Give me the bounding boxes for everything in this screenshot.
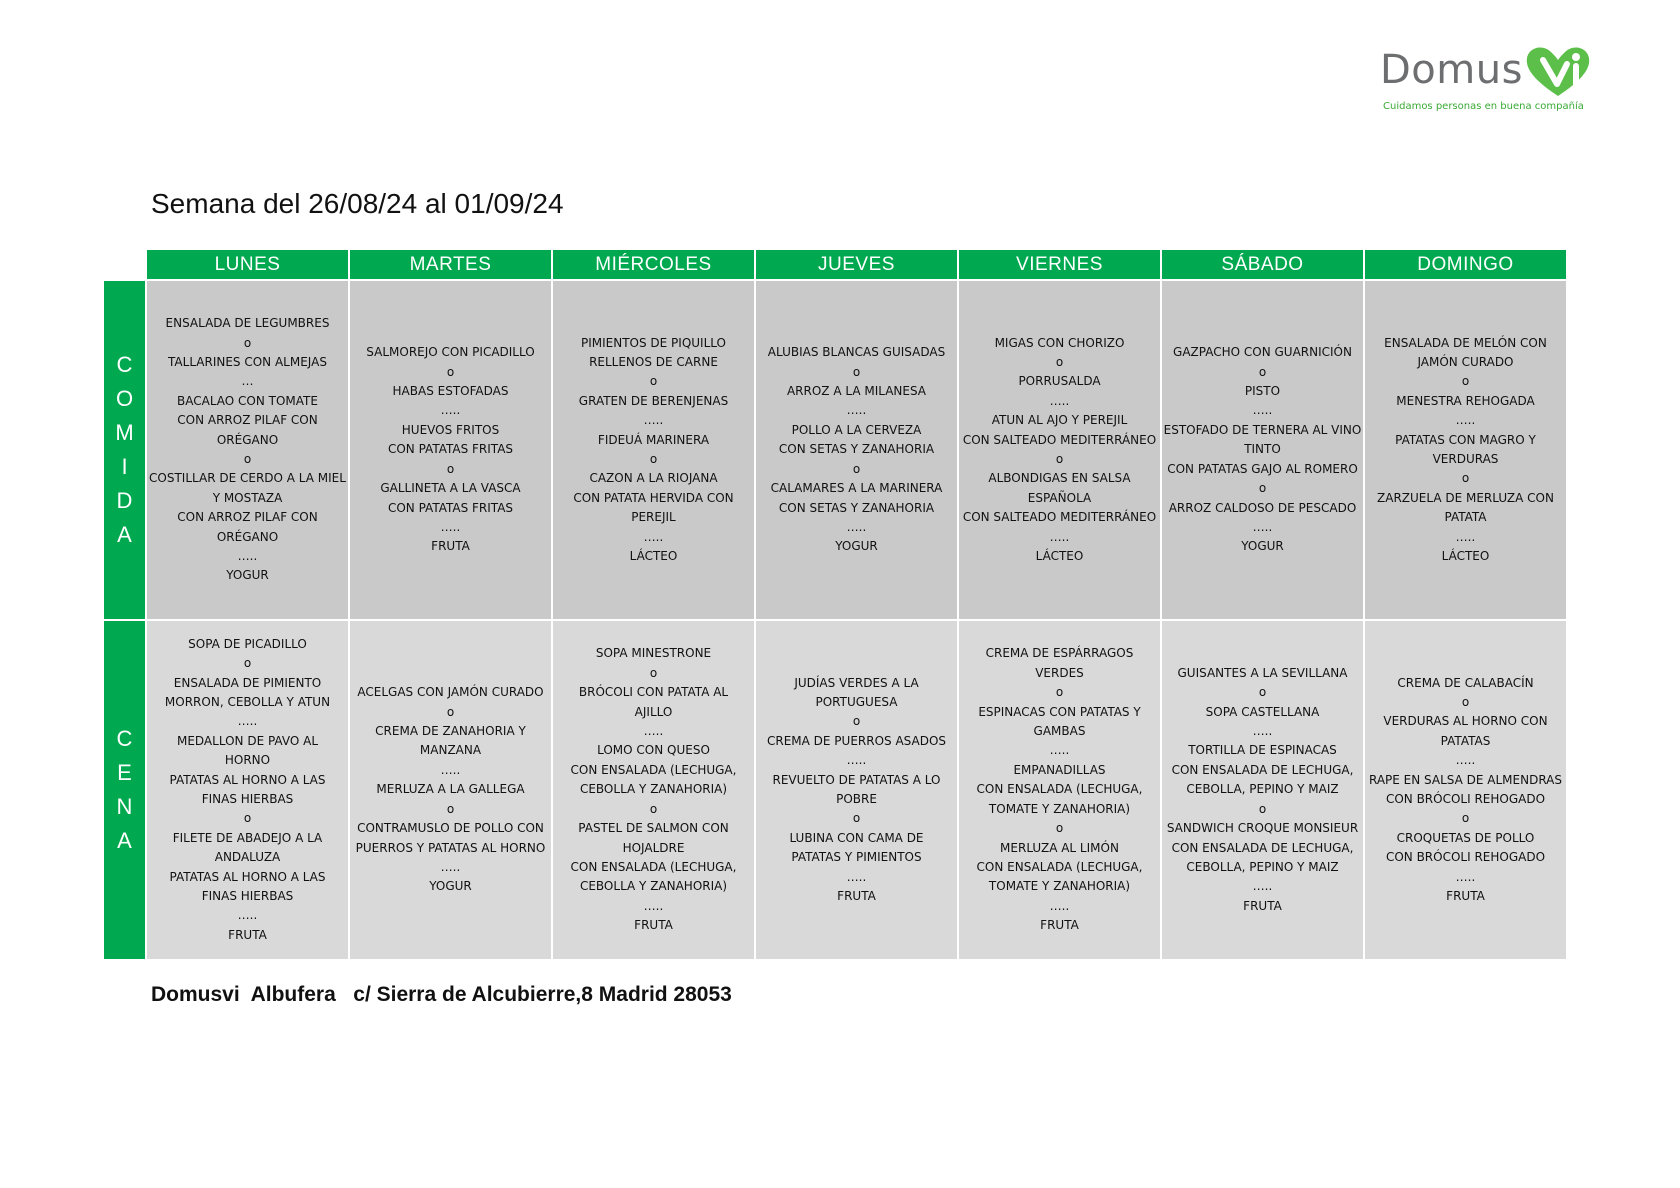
menu-line: o (852, 811, 861, 826)
menu-line: ….. (643, 724, 664, 739)
dinner-side-label (104, 621, 145, 959)
menu-line: ….. (846, 869, 867, 884)
menu-line: CEBOLLA Y ZANAHORIA) (579, 782, 728, 797)
menu-line: ARROZ A LA MILANESA (786, 384, 927, 399)
menu-line: TOMATE Y ZANAHORIA) (988, 801, 1131, 816)
menu-line: ESTOFADO DE TERNERA AL VINO (1163, 422, 1362, 437)
menu-line: FRUTA (228, 927, 267, 942)
menu-line: ….. (1049, 529, 1070, 544)
menu-line: CREMA DE CALABACÍN (1397, 675, 1534, 690)
menu-line: PIMIENTOS DE PIQUILLO (580, 335, 726, 350)
menu-line: PASTEL DE SALMON CON (578, 821, 729, 836)
menu-line: ALUBIAS BLANCAS GUISADAS (767, 345, 946, 360)
menu-line: o (446, 364, 455, 379)
menu-line: CON PATATA HERVIDA CON (573, 490, 734, 505)
menu-line: ….. (1049, 393, 1070, 408)
menu-line: PEREJIL (631, 510, 676, 525)
day-header-0: LUNES (147, 250, 348, 279)
side-letter: O (115, 386, 134, 411)
menu-line: HORNO (224, 753, 271, 768)
menu-line: o (1461, 694, 1470, 709)
menu-line: ….. (440, 762, 461, 777)
menu-line: ….. (1455, 413, 1476, 428)
heart-v-icon (1523, 44, 1593, 98)
menu-line: FIDEUÁ MARINERA (597, 432, 710, 447)
menu-line: FINAS HIERBAS (201, 889, 294, 904)
menu-line: EMPANADILLAS (1013, 762, 1106, 777)
menu-line: CEBOLLA, PEPINO Y MAIZ (1186, 782, 1339, 797)
day-header-3: JUEVES (756, 250, 957, 279)
menu-line: ENSALADA DE LEGUMBRES (165, 316, 330, 331)
menu-line: LÁCTEO (1441, 549, 1490, 564)
menu-line: CREMA DE ESPÁRRAGOS (985, 646, 1134, 661)
menu-line: o (852, 714, 861, 729)
menu-line: MENESTRA REHOGADA (1396, 393, 1535, 408)
side-letter: A (117, 828, 132, 853)
menu-line: o (852, 364, 861, 379)
menu-line: MEDALLON DE PAVO AL (176, 733, 319, 748)
menu-line: SALMOREJO CON PICADILLO (366, 345, 535, 360)
menu-line: o (1461, 374, 1470, 389)
menu-line: YOGUR (226, 568, 269, 583)
menu-line: o (243, 656, 252, 671)
lunch-cell-domingo (1365, 281, 1566, 619)
menu-line: ….. (643, 529, 664, 544)
lunch-cell-martes (350, 281, 551, 619)
dinner-cell-sábado (1162, 621, 1363, 959)
menu-line: o (446, 704, 455, 719)
menu-line: CON PATATAS FRITAS (387, 500, 514, 515)
menu-line: o (852, 461, 861, 476)
menu-line: ESPAÑOLA (1027, 490, 1092, 505)
menu-line: ….. (237, 714, 258, 729)
menu-line: ….. (643, 413, 664, 428)
menu-line: FRUTA (1446, 889, 1485, 904)
menu-line: TALLARINES CON ALMEJAS (168, 354, 327, 369)
menu-line: GRATEN DE BERENJENAS (578, 393, 729, 408)
menu-line: MORRON, CEBOLLA Y ATUN (164, 694, 331, 709)
menu-line: AJILLO (634, 704, 673, 719)
menu-line: LOMO CON QUESO (597, 743, 710, 758)
menu-line: ANDALUZA (214, 850, 281, 865)
menu-line: SOPA CASTELLANA (1205, 704, 1320, 719)
menu-line: CONTRAMUSLO DE POLLO CON (357, 821, 544, 836)
menu-line: HABAS ESTOFADAS (392, 384, 509, 399)
menu-line: SOPA DE PICADILLO (188, 636, 307, 651)
menu-line: ATUN AL AJO Y PEREJIL (991, 413, 1128, 428)
side-letter: I (121, 454, 128, 479)
menu-line: TOMATE Y ZANAHORIA) (988, 879, 1131, 894)
menu-line: o (1055, 354, 1064, 369)
menu-line: ….. (1049, 898, 1070, 913)
menu-line: LÁCTEO (1035, 549, 1084, 564)
menu-line: ….. (440, 519, 461, 534)
menu-line: CON ARROZ PILAF CON (177, 413, 318, 428)
menu-line: o (243, 335, 252, 350)
menu-line: ….. (1455, 869, 1476, 884)
menu-line: o (1055, 452, 1064, 466)
side-letter: M (115, 420, 134, 445)
menu-line: POBRE (836, 792, 877, 806)
menu-line: MIGAS CON CHORIZO (994, 335, 1125, 350)
menu-line: ALBONDIGAS EN SALSA (988, 471, 1131, 486)
side-letter: C (116, 726, 133, 751)
menu-line: o (446, 461, 455, 476)
week-title: Semana del 26/08/24 al 01/09/24 (151, 188, 564, 219)
menu-line: ENSALADA DE MELÓN CON (1384, 335, 1547, 350)
menu-line: PATATAS Y PIMIENTOS (791, 850, 922, 865)
menu-line: COSTILLAR DE CERDO A LA MIEL (149, 471, 346, 486)
menu-line: CALAMARES A LA MARINERA (770, 481, 943, 496)
menu-line: ….. (1252, 879, 1273, 894)
logo-brand-prefix: Domus (1380, 47, 1523, 93)
menu-line: CON PATATAS FRITAS (387, 442, 514, 457)
menu-line: o (1055, 821, 1064, 836)
menu-line: YOGUR (1241, 539, 1284, 554)
menu-line: MERLUZA A LA GALLEGA (376, 782, 525, 797)
dinner-cell-viernes (959, 621, 1160, 959)
menu-line: o (243, 811, 252, 826)
menu-line: ESPINACAS CON PATATAS Y (978, 704, 1141, 719)
menu-line: PATATAS AL HORNO A LAS (169, 869, 326, 884)
day-header-4: VIERNES (959, 250, 1160, 279)
dinner-cell-jueves (756, 621, 957, 959)
menu-line: CAZON A LA RIOJANA (589, 471, 718, 486)
menu-line: CEBOLLA, PEPINO Y MAIZ (1186, 859, 1339, 874)
menu-line: ACELGAS CON JAMÓN CURADO (357, 685, 544, 700)
menu-line: MANZANA (419, 743, 482, 758)
menu-line: ….. (846, 753, 867, 768)
menu-line: FRUTA (837, 889, 876, 904)
menu-line: YOGUR (429, 879, 472, 894)
menu-line: ….. (846, 403, 867, 418)
menu-line: PUERROS Y PATATAS AL HORNO (355, 840, 546, 855)
menu-line: LÁCTEO (629, 549, 678, 564)
menu-line: o (1258, 801, 1267, 816)
lunch-side-label (104, 281, 145, 619)
menu-line: Y MOSTAZA (212, 490, 283, 505)
menu-line: ….. (1455, 753, 1476, 768)
day-header-2: MIÉRCOLES (553, 250, 754, 279)
lunch-cell-jueves (756, 281, 957, 619)
logo-wordmark (1380, 46, 1523, 94)
menu-line: FRUTA (431, 539, 470, 554)
menu-line: ….. (237, 908, 258, 923)
day-header-6: DOMINGO (1365, 250, 1566, 279)
menu-line: CON ENSALADA (LECHUGA, (976, 859, 1143, 874)
menu-line: CON BRÓCOLI REHOGADO (1385, 850, 1546, 865)
menu-line: ZARZUELA DE MERLUZA CON (1377, 490, 1554, 505)
menu-line: VERDURAS (1432, 452, 1499, 466)
menu-line: o (649, 801, 658, 816)
dinner-cell-domingo (1365, 621, 1566, 959)
menu-line: BRÓCOLI CON PATATA AL (578, 685, 729, 700)
side-letter: A (117, 522, 132, 547)
menu-line: HOJALDRE (622, 840, 685, 855)
menu-line: o (446, 801, 455, 816)
menu-line: ….. (440, 403, 461, 418)
menu-line: JUDÍAS VERDES A LA (794, 675, 919, 690)
side-letter: C (116, 352, 133, 377)
menu-line: YOGUR (835, 539, 878, 554)
menu-line: CON ARROZ PILAF CON (177, 510, 318, 525)
menu-line: o (649, 452, 658, 466)
menu-line: o (649, 665, 658, 680)
menu-line: TINTO (1244, 442, 1281, 457)
menu-line: o (1258, 685, 1267, 700)
menu-line: RELLENOS DE CARNE (589, 354, 718, 369)
menu-line: GAZPACHO CON GUARNICIÓN (1173, 345, 1352, 360)
menu-line: CON SALTEADO MEDITERRÁNEO (962, 510, 1157, 525)
menu-line: o (1055, 685, 1064, 700)
side-letter: N (116, 794, 133, 819)
day-header-1: MARTES (350, 250, 551, 279)
menu-line: BACALAO CON TOMATE (177, 393, 318, 408)
menu-line: ….. (1049, 743, 1070, 758)
menu-line: TORTILLA DE ESPINACAS (1188, 743, 1337, 758)
dinner-cell-martes (350, 621, 551, 959)
menu-line: CON ENSALADA (LECHUGA, (570, 859, 737, 874)
menu-line: PATATAS AL HORNO A LAS (169, 772, 326, 787)
menu-line: POLLO A LA CERVEZA (791, 422, 922, 437)
menu-line: PORTUGUESA (815, 694, 898, 709)
menu-line: … (241, 374, 254, 389)
menu-line: o (1258, 481, 1267, 496)
menu-line: ….. (1455, 529, 1476, 544)
menu-line: CON SETAS Y ZANAHORIA (778, 500, 935, 515)
domusvi-logo (1380, 42, 1600, 114)
menu-line: REVUELTO DE PATATAS A LO (772, 772, 941, 787)
menu-line: FRUTA (1243, 898, 1282, 913)
side-letter: D (116, 488, 133, 513)
lunch-cell-sábado (1162, 281, 1363, 619)
menu-line: ENSALADA DE PIMIENTO (173, 675, 322, 690)
menu-line: ….. (1252, 403, 1273, 418)
menu-line: GAMBAS (1033, 724, 1086, 739)
lunch-cell-viernes (959, 281, 1160, 619)
menu-line: ….. (1252, 519, 1273, 534)
menu-line: FINAS HIERBAS (201, 792, 294, 806)
dinner-cell-lunes (147, 621, 348, 959)
menu-line: ….. (1252, 724, 1273, 739)
menu-line: SANDWICH CROQUE MONSIEUR (1166, 821, 1359, 836)
menu-line: FRUTA (634, 918, 673, 933)
menu-line: FILETE DE ABADEJO A LA (172, 830, 323, 845)
menu-line: CON ENSALADA DE LECHUGA, (1171, 762, 1354, 777)
menu-line: CON ENSALADA (LECHUGA, (570, 762, 737, 777)
menu-line: PATATAS CON MAGRO Y (1395, 432, 1536, 447)
menu-line: VERDURAS AL HORNO CON (1383, 714, 1548, 729)
menu-line: o (649, 374, 658, 389)
menu-line: SOPA MINESTRONE (595, 646, 712, 661)
menu-line: GALLINETA A LA VASCA (380, 481, 521, 496)
menu-line: RAPE EN SALSA DE ALMENDRAS (1368, 772, 1563, 787)
menu-line: PISTO (1244, 384, 1281, 399)
menu-line: JAMÓN CURADO (1417, 354, 1514, 369)
menu-line: ….. (237, 549, 258, 564)
menu-line: o (1258, 364, 1267, 379)
menu-line: CEBOLLA Y ZANAHORIA) (579, 879, 728, 894)
menu-line: ARROZ CALDOSO DE PESCADO (1168, 500, 1357, 515)
menu-line: PATATAS (1440, 733, 1491, 748)
menu-line: CON ENSALADA DE LECHUGA, (1171, 840, 1354, 855)
menu-line: CREMA DE ZANAHORIA Y (375, 724, 526, 739)
menu-line: ORÉGANO (216, 529, 279, 544)
menu-line: o (1461, 471, 1470, 486)
menu-line: CON BRÓCOLI REHOGADO (1385, 792, 1546, 806)
menu-line: o (1461, 811, 1470, 826)
menu-line: HUEVOS FRITOS (401, 422, 500, 437)
menu-line: LUBINA CON CAMA DE (789, 830, 924, 845)
day-header-5: SÁBADO (1162, 250, 1363, 279)
menu-line: ….. (643, 898, 664, 913)
menu-line: ….. (440, 859, 461, 874)
logo-tagline: Cuidamos personas en buena compañía (1383, 101, 1584, 112)
lunch-cell-miércoles (553, 281, 754, 619)
menu-line: ….. (846, 519, 867, 534)
menu-line: MERLUZA AL LIMÓN (1000, 840, 1119, 855)
menu-line: CON ENSALADA (LECHUGA, (976, 782, 1143, 797)
footer-address: Domusvi Albufera c/ Sierra de Alcubierre,8 Madrid 28053 (151, 983, 732, 1006)
side-letter: E (117, 760, 132, 785)
menu-line: PORRUSALDA (1018, 374, 1101, 389)
menu-line: CON SETAS Y ZANAHORIA (778, 442, 935, 457)
menu-line: FRUTA (1040, 918, 1079, 933)
menu-line: GUISANTES A LA SEVILLANA (1177, 665, 1348, 680)
menu-line: o (243, 452, 252, 466)
menu-line: CROQUETAS DE POLLO (1396, 830, 1535, 845)
menu-line: CREMA DE PUERROS ASADOS (766, 733, 947, 748)
menu-line: PATATA (1444, 510, 1487, 525)
menu-line: CON SALTEADO MEDITERRÁNEO (962, 432, 1157, 447)
dinner-cell-miércoles (553, 621, 754, 959)
menu-line: ORÉGANO (216, 432, 279, 447)
lunch-cell-lunes (147, 281, 348, 619)
menu-line: CON PATATAS GAJO AL ROMERO (1167, 461, 1358, 476)
menu-line: VERDES (1035, 665, 1084, 680)
